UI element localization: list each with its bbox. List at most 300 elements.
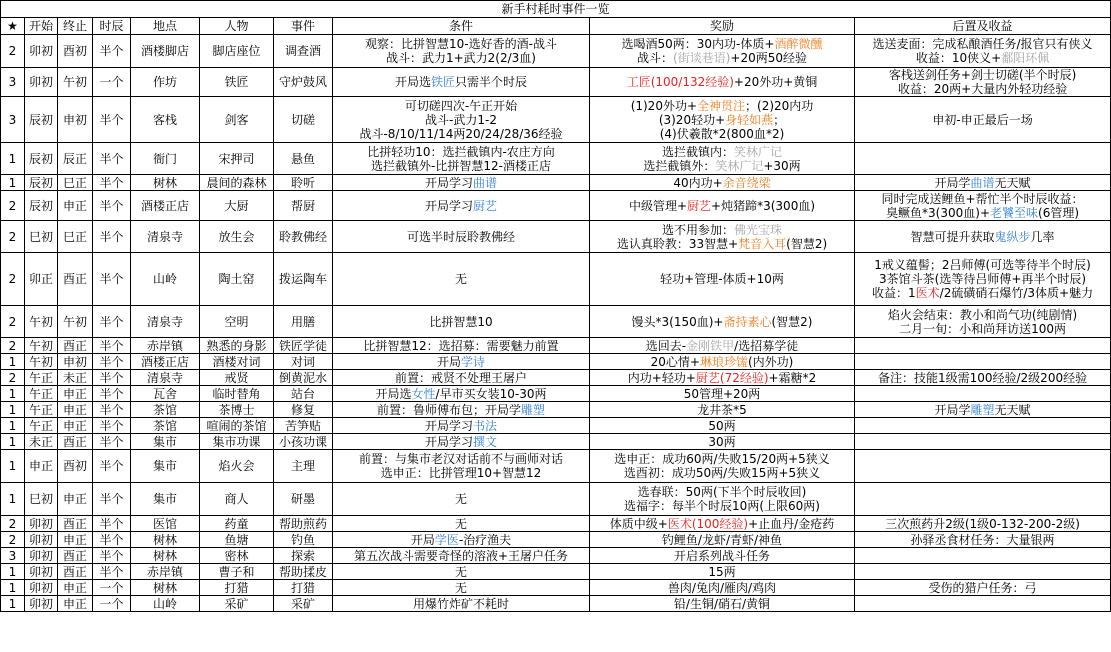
table-row [1, 191, 1111, 221]
cell-event: 探索 [274, 548, 333, 564]
cell-reward [590, 516, 855, 532]
cell-condition [333, 354, 590, 370]
text-run: 15两 [708, 564, 736, 579]
cell-start: 卯初 [25, 580, 58, 596]
cell-condition [333, 175, 590, 191]
text-run: 工匠(100/132经验) [626, 75, 734, 89]
cell-duration: 半个 [93, 516, 131, 532]
cell-reward [590, 143, 855, 175]
header-event: 事件 [274, 18, 333, 35]
cell-star: 2 [1, 221, 25, 253]
cell-end: 申初 [58, 97, 93, 143]
text-run: 学医 [434, 532, 459, 547]
cell-event: 苦笋贴 [274, 418, 333, 434]
cell-duration: 半个 [93, 402, 131, 418]
table-row [1, 532, 1111, 548]
text-run: +30两 [763, 158, 801, 173]
cell-reward [590, 386, 855, 402]
cell-star: 1 [1, 175, 25, 191]
cell-duration: 半个 [93, 386, 131, 402]
cell-person: 陶土窑 [200, 253, 274, 306]
cell-reward [590, 35, 855, 68]
cell-duration: 一个 [93, 596, 131, 612]
cell-condition [333, 418, 590, 434]
cell-reward [590, 97, 855, 143]
text-run: 选酉初：成功50两/失败15两+5狭义 [623, 466, 821, 480]
cell-condition [333, 370, 590, 386]
text-run: 无 [454, 516, 467, 531]
table-row [1, 548, 1111, 564]
text-run: 收益：10侠义+ [915, 51, 1002, 65]
cell-duration: 半个 [93, 450, 131, 483]
text-run: 体质中级+ [609, 516, 668, 531]
cell-star: 1 [1, 143, 25, 175]
cell-end: 申正 [58, 191, 93, 221]
text-run: -治疗渔夫 [458, 532, 512, 547]
cell-event: 帮厨 [274, 191, 333, 221]
cell-star: 1 [1, 402, 25, 418]
cell-place: 清泉寺 [131, 221, 200, 253]
cell-star: 2 [1, 338, 25, 354]
text-run: 几率 [1030, 229, 1055, 244]
text-run: 可切磋四次-午正开始 [404, 98, 518, 113]
text-run: 曲谱 [970, 175, 995, 190]
cell-followup [855, 450, 1111, 483]
cell-condition [333, 191, 590, 221]
header-person: 人物 [200, 18, 274, 35]
cell-condition [333, 434, 590, 450]
text-run: 无 [454, 272, 467, 286]
cell-end: 申初 [58, 354, 93, 370]
text-run: +止血丹/金疮药 [748, 516, 835, 531]
cell-reward [590, 418, 855, 434]
text-run: 厨艺 [687, 198, 712, 213]
cell-followup [855, 386, 1111, 402]
text-run: 智慧可提升获取 [910, 229, 995, 244]
table-row [1, 402, 1111, 418]
cell-end: 午初 [58, 68, 93, 97]
text-run: +炖猪蹄*3(300血) [711, 198, 816, 213]
cell-person: 药童 [200, 516, 274, 532]
text-run: 只需半个时辰 [455, 75, 528, 89]
text-run: 3茶馆斗茶(选等待吕师傅+再半个时辰) [879, 272, 1087, 286]
cell-place: 集市 [131, 434, 200, 450]
text-run: 臭鳜鱼*3(300血)+ [886, 205, 991, 220]
text-run: 厨艺(72经验) [695, 370, 769, 385]
cell-condition [333, 564, 590, 580]
text-run: 同时完成送鲤鱼+帮忙半个时辰收益： [881, 191, 1084, 206]
cell-event: 采矿 [274, 596, 333, 612]
cell-event: 聆教佛经 [274, 221, 333, 253]
text-run: 选认真聆教：33智慧+ [616, 236, 739, 251]
text-run: 选回去- [645, 338, 687, 353]
text-run: 全神贯注 [697, 98, 746, 113]
cell-duration: 半个 [93, 548, 131, 564]
table-row [1, 221, 1111, 253]
cell-place: 集市 [131, 450, 200, 483]
cell-person: 喧闹的茶馆 [200, 418, 274, 434]
cell-followup [855, 175, 1111, 191]
cell-start: 卯初 [25, 548, 58, 564]
table-row [1, 580, 1111, 596]
text-run: 无 [454, 564, 467, 579]
cell-reward [590, 191, 855, 221]
cell-star: 1 [1, 564, 25, 580]
text-run: /选招募学徒 [734, 338, 799, 353]
header-row [1, 18, 1111, 35]
cell-reward [590, 338, 855, 354]
cell-start: 午初 [25, 338, 58, 354]
cell-reward [590, 580, 855, 596]
cell-reward [590, 596, 855, 612]
text-run: 曲谱 [473, 175, 498, 190]
cell-duration: 半个 [93, 175, 131, 191]
cell-duration: 半个 [93, 143, 131, 175]
text-run: 40内功+ [673, 175, 723, 190]
cell-start: 午初 [25, 306, 58, 338]
text-run: 老饕至味 [990, 205, 1039, 220]
cell-followup [855, 532, 1111, 548]
text-run: 开局选 [394, 75, 431, 89]
cell-place: 赤岸镇 [131, 564, 200, 580]
cell-condition [333, 580, 590, 596]
text-run: (4)伏羲散*2(800血*2) [659, 126, 785, 141]
text-run: 开局学习 [424, 198, 473, 213]
table-row [1, 253, 1111, 306]
cell-person: 茶博士 [200, 402, 274, 418]
text-run: 选申正：比拼管理10+智慧12 [380, 466, 542, 480]
text-run: 书法 [473, 418, 498, 433]
cell-place: 树林 [131, 532, 200, 548]
cell-condition [333, 532, 590, 548]
text-run: 收益：20两+大量内外轻功经验 [897, 82, 1068, 96]
cell-end: 巳正 [58, 175, 93, 191]
cell-person: 焰火会 [200, 450, 274, 483]
cell-end: 申正 [58, 386, 93, 402]
cell-end: 酉初 [58, 450, 93, 483]
cell-reward [590, 564, 855, 580]
text-run: 选申正：成功60两/失败15/20两+5狭义 [614, 452, 830, 466]
cell-reward [590, 253, 855, 306]
table-row [1, 306, 1111, 338]
cell-followup [855, 253, 1111, 306]
cell-start: 卯初 [25, 596, 58, 612]
text-run: 医术(100经验) [667, 516, 749, 531]
header-condition: 条件 [333, 18, 590, 35]
cell-start: 卯正 [25, 253, 58, 306]
cell-end: 申正 [58, 483, 93, 516]
cell-duration: 半个 [93, 532, 131, 548]
cell-start: 未正 [25, 434, 58, 450]
cell-reward [590, 450, 855, 483]
text-run: 中级管理+ [628, 198, 688, 213]
cell-duration: 半个 [93, 221, 131, 253]
header-star: ★ [1, 18, 25, 35]
cell-reward [590, 221, 855, 253]
cell-event: 主理 [274, 450, 333, 483]
cell-condition [333, 68, 590, 97]
cell-place: 树林 [131, 548, 200, 564]
cell-end: 酉正 [58, 338, 93, 354]
text-run: 无 [454, 492, 467, 506]
text-run: 20心情+ [650, 354, 700, 369]
cell-end: 酉正 [58, 253, 93, 306]
cell-event: 修复 [274, 402, 333, 418]
cell-followup [855, 370, 1111, 386]
header-place: 地点 [131, 18, 200, 35]
header-duration: 时辰 [93, 18, 131, 35]
text-run: 选福字：每半个时辰10两(上限60两) [624, 499, 820, 513]
cell-person: 鱼塘 [200, 532, 274, 548]
text-run: 选春联：50两(下半个时辰收回) [637, 485, 807, 499]
text-run: 开局学习 [424, 175, 473, 190]
table-row [1, 97, 1111, 143]
cell-start: 卯初 [25, 564, 58, 580]
cell-event: 悬鱼 [274, 143, 333, 175]
cell-followup [855, 191, 1111, 221]
cell-start: 卯初 [25, 68, 58, 97]
text-run: 无天赋 [994, 402, 1031, 417]
cell-place: 集市 [131, 483, 200, 516]
text-run: 前置：鲁师傅布包；开局学 [376, 402, 521, 417]
cell-event: 对词 [274, 354, 333, 370]
cell-end: 辰正 [58, 143, 93, 175]
text-run: /2硫磺硝石爆竹/3体质+魅力 [939, 286, 1094, 300]
cell-reward [590, 68, 855, 97]
cell-condition [333, 386, 590, 402]
cell-event: 小孩功课 [274, 434, 333, 450]
table-row [1, 35, 1111, 68]
cell-end: 申正 [58, 532, 93, 548]
text-run: 开局选 [375, 386, 412, 401]
text-run: 金刚铁甲 [686, 338, 735, 353]
cell-place: 山岭 [131, 596, 200, 612]
cell-place: 医馆 [131, 516, 200, 532]
cell-event: 切磋 [274, 97, 333, 143]
cell-condition [333, 516, 590, 532]
text-run: (街谈巷语) [673, 51, 731, 65]
cell-person: 曹子和 [200, 564, 274, 580]
cell-followup [855, 338, 1111, 354]
cell-event: 帮助煎药 [274, 516, 333, 532]
text-run: 50两 [708, 418, 736, 433]
text-run: +霜糖*2 [768, 370, 817, 385]
text-run: (智慧2) [786, 236, 828, 251]
text-run: 开启系列战斗任务 [673, 548, 770, 563]
cell-star: 1 [1, 450, 25, 483]
cell-condition [333, 35, 590, 68]
cell-star: 2 [1, 253, 25, 306]
cell-reward [590, 483, 855, 516]
cell-star: 2 [1, 191, 25, 221]
cell-place: 茶馆 [131, 402, 200, 418]
cell-person: 戒贤 [200, 370, 274, 386]
cell-start: 卯初 [25, 516, 58, 532]
cell-followup [855, 35, 1111, 68]
cell-person: 放生会 [200, 221, 274, 253]
cell-event: 研墨 [274, 483, 333, 516]
cell-condition [333, 97, 590, 143]
table-row [1, 338, 1111, 354]
cell-start: 卯初 [25, 35, 58, 68]
text-run: 战斗：武力1+武力2(2/3血) [385, 51, 536, 65]
text-run: 馒头*3(150血)+ [631, 314, 724, 329]
text-run: 观察：比拼智慧10-选好香的酒-战斗 [365, 37, 557, 51]
cell-duration: 一个 [93, 580, 131, 596]
cell-star: 1 [1, 386, 25, 402]
cell-star: 2 [1, 516, 25, 532]
cell-place: 衙门 [131, 143, 200, 175]
cell-star: 3 [1, 97, 25, 143]
text-run: 前置：与集市老汉对话前不与画师对话 [358, 452, 563, 466]
cell-condition [333, 221, 590, 253]
cell-place: 作坊 [131, 68, 200, 97]
cell-star: 1 [1, 483, 25, 516]
table-row [1, 354, 1111, 370]
cell-start: 辰初 [25, 97, 58, 143]
cell-person: 集市功课 [200, 434, 274, 450]
text-run: 开局学 [934, 175, 971, 190]
cell-reward [590, 434, 855, 450]
cell-person: 密林 [200, 548, 274, 564]
cell-place: 山岭 [131, 253, 200, 306]
cell-duration: 半个 [93, 97, 131, 143]
text-run: 龙井茶*5 [697, 402, 747, 417]
text-run: 选拦截镇外： [643, 158, 716, 173]
cell-person: 铁匠 [200, 68, 274, 97]
cell-end: 巳正 [58, 221, 93, 253]
cell-duration: 半个 [93, 191, 131, 221]
text-run: 选喝酒50两：30内功-体质+ [621, 37, 775, 51]
cell-followup [855, 516, 1111, 532]
text-run: 焰火会结束：教小和尚气功(纯剧情) [887, 307, 1078, 322]
title-row [1, 1, 1111, 18]
cell-place: 酒楼正店 [131, 191, 200, 221]
cell-star: 3 [1, 548, 25, 564]
text-run: 二月一旬：小和尚拜访送100两 [899, 321, 1066, 336]
cell-person: 晨间的森林 [200, 175, 274, 191]
cell-place: 酒楼正店 [131, 354, 200, 370]
cell-event: 铁匠学徒 [274, 338, 333, 354]
text-run: /早市买女装10-30两 [435, 386, 547, 401]
cell-condition [333, 143, 590, 175]
text-run: ；(2)20内功 [745, 98, 814, 113]
cell-duration: 半个 [93, 564, 131, 580]
header-start: 开始 [25, 18, 58, 35]
cell-followup [855, 97, 1111, 143]
text-run: 医术 [915, 286, 940, 300]
cell-followup [855, 306, 1111, 338]
text-run: 选送麦面：完成私酿酒任务/报官只有侠义 [872, 37, 1093, 51]
cell-followup [855, 402, 1111, 418]
cell-start: 午正 [25, 370, 58, 386]
text-run: 选不用参加： [661, 222, 734, 237]
cell-place: 清泉寺 [131, 306, 200, 338]
text-run: 酒醉微醺 [774, 37, 823, 51]
text-run: 笑林广记 [734, 144, 783, 159]
text-run: +20两50经验 [730, 51, 807, 65]
cell-duration: 半个 [93, 306, 131, 338]
cell-followup [855, 596, 1111, 612]
text-run: 身轻如燕 [725, 112, 774, 127]
text-run: 开局 [410, 532, 435, 547]
table-row [1, 68, 1111, 97]
cell-start: 午正 [25, 386, 58, 402]
text-run: 兽肉/兔肉/雁肉/鸡肉 [667, 580, 777, 595]
cell-reward [590, 370, 855, 386]
cell-condition [333, 338, 590, 354]
cell-star: 1 [1, 354, 25, 370]
cell-start: 辰初 [25, 143, 58, 175]
cell-person: 剑客 [200, 97, 274, 143]
cell-end: 酉正 [58, 548, 93, 564]
cell-reward [590, 175, 855, 191]
table-row [1, 516, 1111, 532]
table-row [1, 175, 1111, 191]
text-run: (1)20外功+ [630, 98, 698, 113]
text-run: 铅/生铜/硝石/黄铜 [673, 596, 771, 611]
cell-person: 商人 [200, 483, 274, 516]
cell-end: 酉正 [58, 564, 93, 580]
text-run: ； [773, 112, 786, 127]
cell-person: 临时替角 [200, 386, 274, 402]
cell-start: 午正 [25, 402, 58, 418]
cell-event: 帮助揉皮 [274, 564, 333, 580]
text-run: 用爆竹炸矿不耗时 [412, 596, 509, 611]
text-run: 选拦截镇外-比拼智慧12-酒楼正店 [371, 158, 551, 173]
cell-duration: 半个 [93, 338, 131, 354]
cell-event: 拨运陶车 [274, 253, 333, 306]
text-run: 内功+轻功+ [627, 370, 696, 385]
cell-duration: 半个 [93, 483, 131, 516]
text-run: 开局 [436, 354, 461, 369]
text-run: 三次煎药升2级(1级0-132-200-2级) [885, 516, 1080, 531]
text-run: 选拦截镇内： [661, 144, 734, 159]
text-run: 无 [454, 580, 467, 595]
text-run: 笑林广记 [715, 158, 764, 173]
cell-start: 巳初 [25, 483, 58, 516]
text-run: 比拼轻功10：选拦截镇内-农庄方向 [367, 144, 555, 159]
cell-reward [590, 354, 855, 370]
cell-event: 聆听 [274, 175, 333, 191]
cell-star: 3 [1, 68, 25, 97]
cell-duration: 半个 [93, 418, 131, 434]
text-run: 战斗-8/10/11/14两20/24/28/36经验 [359, 126, 563, 141]
text-run: 鄱阳环佩 [1001, 51, 1050, 65]
header-end: 终止 [58, 18, 93, 35]
cell-end: 未正 [58, 370, 93, 386]
text-run: 受伤的猎户任务：弓 [928, 580, 1037, 595]
cell-person: 空明 [200, 306, 274, 338]
table-body [1, 1, 1111, 612]
text-run: 申初-申正最后一场 [932, 112, 1033, 127]
cell-condition [333, 306, 590, 338]
text-run: 可选半时辰聆教佛经 [406, 229, 515, 244]
cell-followup [855, 143, 1111, 175]
header-followup: 后置及收益 [855, 18, 1111, 35]
text-run: 比拼智慧10 [429, 314, 493, 329]
cell-person: 采矿 [200, 596, 274, 612]
cell-person: 宋押司 [200, 143, 274, 175]
cell-followup [855, 548, 1111, 564]
cell-place: 茶馆 [131, 418, 200, 434]
cell-start: 巳初 [25, 221, 58, 253]
text-run: 斋持素心 [723, 314, 772, 329]
text-run: 前置：戒贤不处理王屠户 [394, 370, 527, 385]
cell-end: 酉正 [58, 434, 93, 450]
header-reward: 奖励 [590, 18, 855, 35]
cell-duration: 半个 [93, 253, 131, 306]
